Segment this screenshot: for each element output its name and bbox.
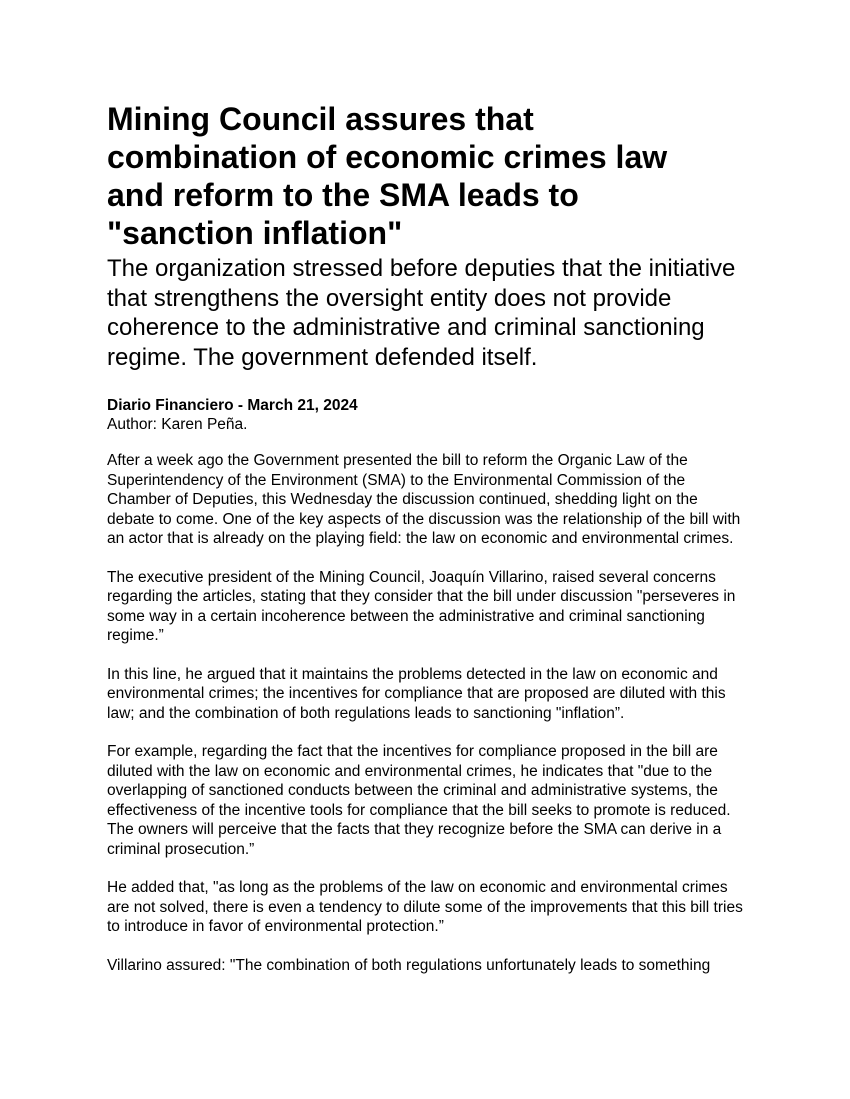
body-paragraph: For example, regarding the fact that the incentives for compliance proposed in the bill are diluted with the law on economic and environmental crimes, he indicates that "due to the overlapping of sanctioned conducts between the criminal and administrative systems, the effectiveness of the incentive tools for compliance that the bill seeks to promote is reduced. The owners will perceive that the facts that they recognize before the SMA can derive in a criminal prosecution.”	[107, 743, 731, 858]
article-subheadline: The organization stressed before deputies that the initiative that strengthens the oversight entity does not provide coherence to the administrative and criminal sanctioning regime. The government defended itself.	[107, 255, 736, 371]
body-paragraph: He added that, "as long as the problems of the law on economic and environmental crimes are not solved, there is even a tendency to dilute some of the improvements that this bill tries to introduce in favor of environmental protection.”	[107, 879, 743, 935]
article-body	[107, 451, 747, 975]
source-line: Diario Financiero - March 21, 2024	[107, 397, 358, 414]
author-line: Author: Karen Peña.	[107, 416, 248, 433]
body-paragraph: Villarino assured: "The combination of both regulations unfortunately leads to something	[107, 956, 711, 974]
body-paragraph: The executive president of the Mining Council, Joaquín Villarino, raised several concerns regarding the articles, stating that they consider that the bill under discussion "perseveres in some way in a certain incoherence between the administrative and criminal sanctioning regime.”	[107, 568, 736, 644]
article-headline: Mining Council assures that combination of economic crimes law and reform to the SMA leads to "sanction inflation"	[107, 101, 668, 251]
body-paragraph: In this line, he argued that it maintains the problems detected in the law on economic and environmental crimes; the incentives for compliance that are proposed are diluted with this law; and the combination of both regulations leads to sanctioning "inflation”.	[107, 665, 726, 722]
article-page	[107, 100, 747, 994]
body-paragraph: After a week ago the Government presented the bill to reform the Organic Law of the Superintendency of the Environment (SMA) to the Environmental Commission of the Chamber of Deputies, this Wednesday the discussion continued, shedding light on the debate to come. One of the key aspects of the discussion was the relationship of the bill with an actor that is already on the playing field: the law on economic and environmental crimes.	[107, 452, 741, 547]
